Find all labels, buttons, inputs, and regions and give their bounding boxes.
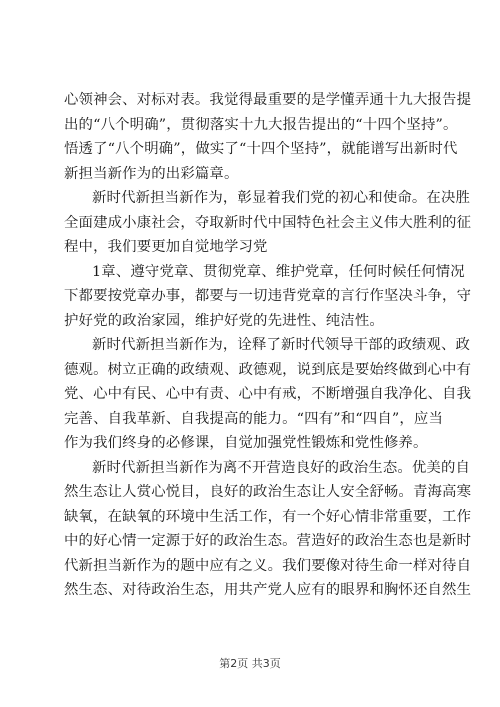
paragraph-start-line: 新时代新担当新作为，彰显着我们党的初心和使命。在决胜 (92, 190, 471, 206)
text-line: 党、心中有民、心中有责、心中有戒，不断增强自我净化、自我 (64, 386, 472, 402)
text-line: 然生态让人赏心悦目，良好的政治生态让人安全舒畅。青海高寒 (64, 484, 472, 500)
paragraph-start-line: 新时代新担当新作为，诠释了新时代领导干部的政绩观、政 (92, 337, 471, 353)
text-line: 下都要按党章办事，都要与一切违背党章的言行作坚决斗争，守 (64, 288, 472, 304)
text-line: 护好党的政治家园，维护好党的先进性、纯洁性。 (64, 312, 384, 329)
text-line: 代新担当新作为的题中应有之义。我们要像对待生命一样对待自 (64, 557, 472, 574)
text-line: 出的“八个明确”，贯彻落实十九大报告提出的“十四个坚持”。 (64, 116, 458, 133)
text-line: 然生态、对待政治生态，用共产党人应有的眼界和胸怀还自然生 (64, 582, 472, 598)
text-line: 悟透了“八个明确”，做实了“十四个坚持”，就能谱写出新时代 (64, 141, 458, 157)
text-line: 作为我们终身的必修课，自觉加强党性锻炼和党性修养。 (64, 435, 428, 451)
text-line: 程中，我们要更加自觉地学习党 (64, 239, 268, 255)
text-line: 德观。树立正确的政绩观、政德观，说到底是要始终做到心中有 (64, 361, 472, 378)
text-line: 全面建成小康社会，夺取新时代中国特色社会主义伟大胜利的征 (64, 214, 472, 231)
text-line: 新担当新作为的出彩篇章。 (64, 165, 239, 182)
text-line: 中的好心情一定源于好的政治生态。营造好的政治生态也是新时 (64, 533, 472, 549)
document-body (64, 88, 472, 603)
text-line: 完善、自我革新、自我提高的能力。“四有”和“四自”，应当 (64, 410, 444, 427)
paragraph-start-line: 新时代新担当新作为离不开营造良好的政治生态。优美的自 (92, 459, 471, 476)
paragraph-start-line: 1章、遵守党章、贯彻党章、维护党章，任何时候任何情况 (92, 263, 465, 280)
page-number-footer: 第2页 共3页 (219, 657, 281, 670)
text-line: 缺氧，在缺氧的环境中生活工作，有一个好心情非常重要，工作 (64, 508, 472, 525)
text-line: 心领神会、对标对表。我觉得最重要的是学懂弄通十九大报告提 (64, 92, 472, 108)
